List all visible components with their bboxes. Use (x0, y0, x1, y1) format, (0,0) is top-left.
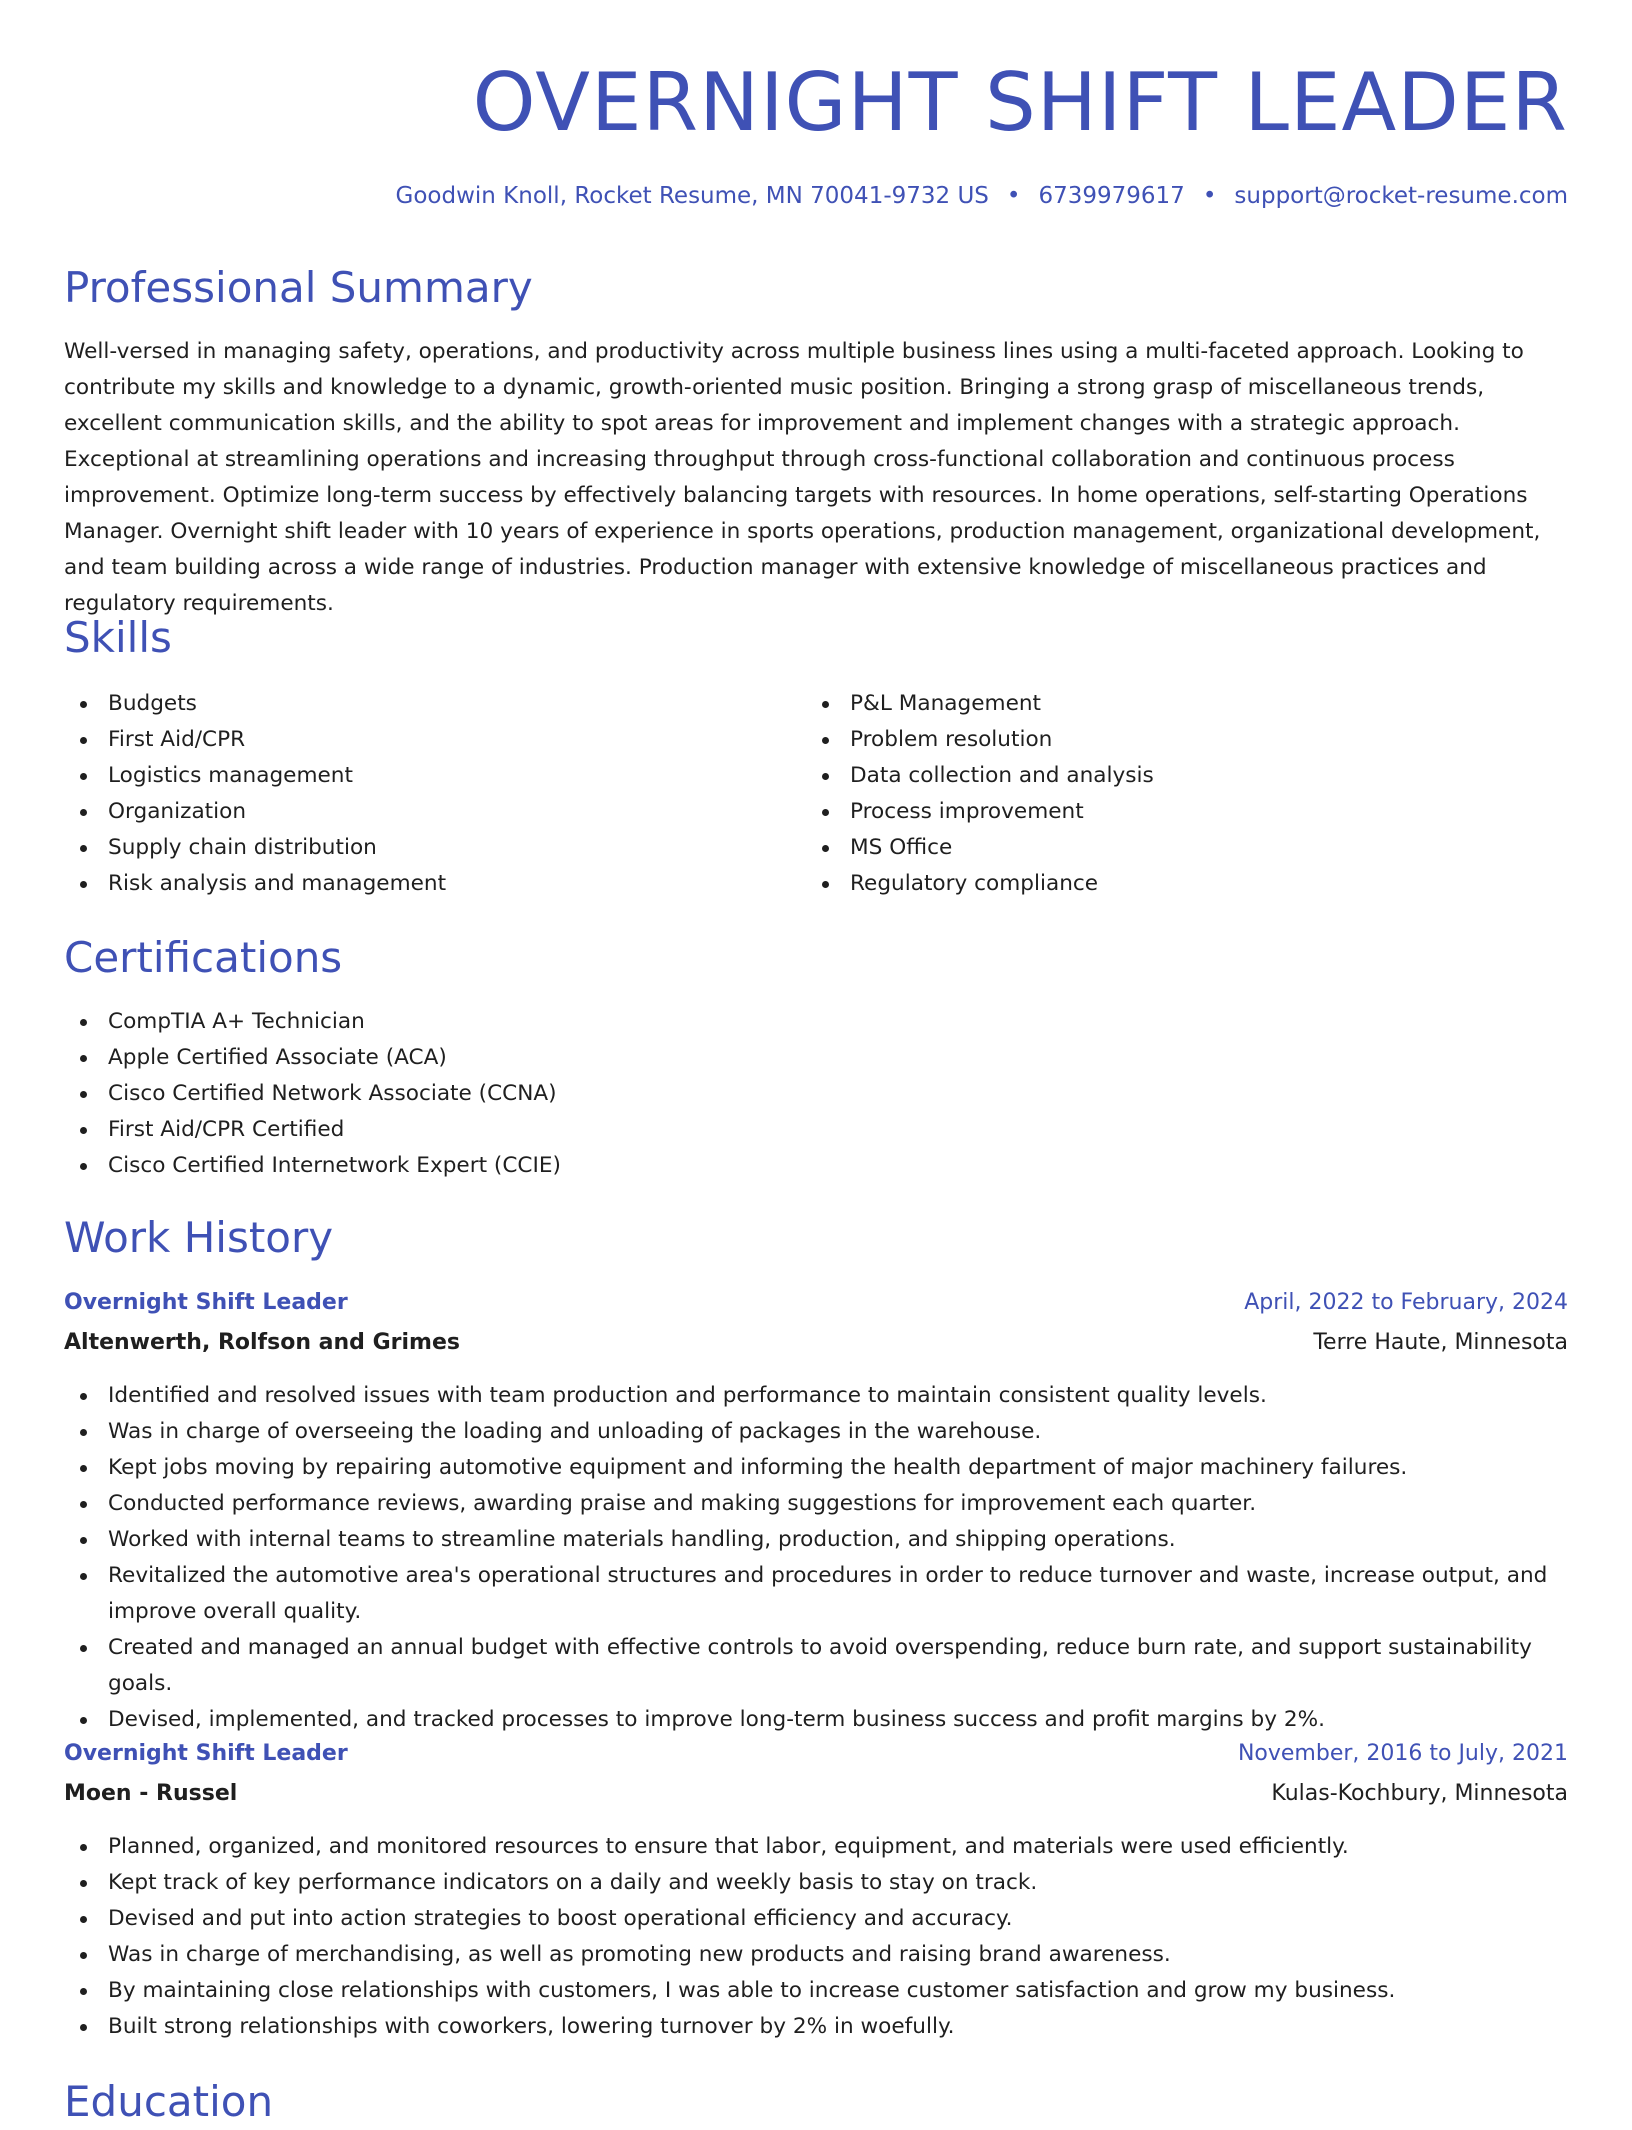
job-bullet: Devised and put into action strategies to boost operational efficiency and accuracy. (64, 1901, 1568, 1937)
job-bullet: Identified and resolved issues with team production and performance to maintain consistent quality levels. (64, 1378, 1568, 1414)
job-bullet: Kept jobs moving by repairing automotive equipment and informing the health department of major machinery failures. (64, 1450, 1568, 1486)
job-location: Terre Haute, Minnesota (1313, 1330, 1568, 1355)
summary-text: Well-versed in managing safety, operations, and productivity across multiple business lines using a multi-faceted approach. Looking to contribute my skills and knowledge to a dynamic, growth-oriented music position. Bringing a strong grasp of miscellaneous trends, excellent communication skills, and the ability to spot areas for improvement and implement changes with a strategic approach. Exceptional at streamlining operations and increasing throughput through cross-functional collaboration and continuous process improvement. Optimize long-term success by effectively balancing targets with resources. In home operations, self-starting Operations Manager. Overnight shift leader with 10 years of experience in sports operations, production management, organizational development, and team building across a wide range of industries. Production manager with extensive knowledge of miscellaneous practices and regulatory requirements. (64, 339, 1541, 616)
resume-name: OVERNIGHT SHIFT LEADER (472, 56, 1568, 149)
skill-item: Supply chain distribution (64, 830, 804, 866)
job-bullet: Was in charge of merchandising, as well as promoting new products and raising brand awareness. (64, 1937, 1568, 1973)
skill-item: Process improvement (806, 794, 1566, 830)
certifications-heading: Certifications (64, 933, 343, 982)
skill-item: Logistics management (64, 758, 804, 794)
certification-item: Apple Certified Associate (ACA) (64, 1040, 1568, 1076)
contact-address: Goodwin Knoll, Rocket Resume, MN 70041-9732 US (395, 183, 989, 209)
job-dates: April, 2022 to February, 2024 (1244, 1290, 1568, 1315)
job-company: Moen - Russel (64, 1781, 238, 1806)
job-bullet: By maintaining close relationships with customers, I was able to increase customer satisfaction and grow my business. (64, 1973, 1568, 2009)
work-history-heading: Work History (64, 1213, 334, 1262)
skill-item: First Aid/CPR (64, 722, 804, 758)
job-company: Altenwerth, Rolfson and Grimes (64, 1330, 460, 1355)
job-bullet: Built strong relationships with coworkers, lowering turnover by 2% in woefully. (64, 2009, 1568, 2045)
job-title: Overnight Shift Leader (64, 1741, 348, 1766)
skills-list-left (64, 686, 804, 902)
skill-item: Regulatory compliance (806, 866, 1566, 902)
job-dates: November, 2016 to July, 2021 (1237, 1741, 1568, 1766)
skill-item: Risk analysis and management (64, 866, 804, 902)
contact-separator: • (1006, 183, 1021, 209)
contact-line (396, 180, 1568, 212)
job-bullets (64, 1829, 1568, 2045)
job-bullet: Kept track of key performance indicators on a daily and weekly basis to stay on track. (64, 1865, 1568, 1901)
certification-item: Cisco Certified Network Associate (CCNA) (64, 1076, 1568, 1112)
job-bullet: Was in charge of overseeing the loading and unloading of packages in the warehouse. (64, 1414, 1568, 1450)
contact-separator: • (1202, 183, 1217, 209)
skill-item: Problem resolution (806, 722, 1566, 758)
job-bullet: Worked with internal teams to streamline materials handling, production, and shipping operations. (64, 1522, 1568, 1558)
skill-item: MS Office (806, 830, 1566, 866)
job-bullet: Devised, implemented, and tracked processes to improve long-term business success and profit margins by 2%. (64, 1702, 1568, 1738)
job-bullet: Created and managed an annual budget with effective controls to avoid overspending, reduce burn rate, and support sustainability goals. (64, 1630, 1568, 1702)
certification-item: First Aid/CPR Certified (64, 1112, 1568, 1148)
education-heading: Education (64, 2077, 274, 2126)
skill-item: P&L Management (806, 686, 1566, 722)
contact-email: support@rocket-resume.com (1234, 183, 1568, 209)
job-bullet: Planned, organized, and monitored resources to ensure that labor, equipment, and materials were used efficiently. (64, 1829, 1568, 1865)
job-bullet: Revitalized the automotive area's operational structures and procedures in order to reduce turnover and waste, increase output, and improve overall quality. (64, 1558, 1568, 1630)
job-location: Kulas-Kochbury, Minnesota (1271, 1781, 1568, 1806)
skill-item: Data collection and analysis (806, 758, 1566, 794)
certification-item: CompTIA A+ Technician (64, 1004, 1568, 1040)
job-bullet: Conducted performance reviews, awarding praise and making suggestions for improvement each quarter. (64, 1486, 1568, 1522)
certification-item: Cisco Certified Internetwork Expert (CCIE) (64, 1148, 1568, 1184)
skill-item: Organization (64, 794, 804, 830)
contact-phone: 6739979617 (1038, 183, 1185, 209)
job-title: Overnight Shift Leader (64, 1290, 348, 1315)
skills-list-right (806, 686, 1566, 902)
certifications-list (64, 1004, 1568, 1184)
skill-item: Budgets (64, 686, 804, 722)
summary-heading: Professional Summary (64, 263, 533, 312)
skills-heading: Skills (64, 613, 172, 662)
job-bullets (64, 1378, 1568, 1738)
